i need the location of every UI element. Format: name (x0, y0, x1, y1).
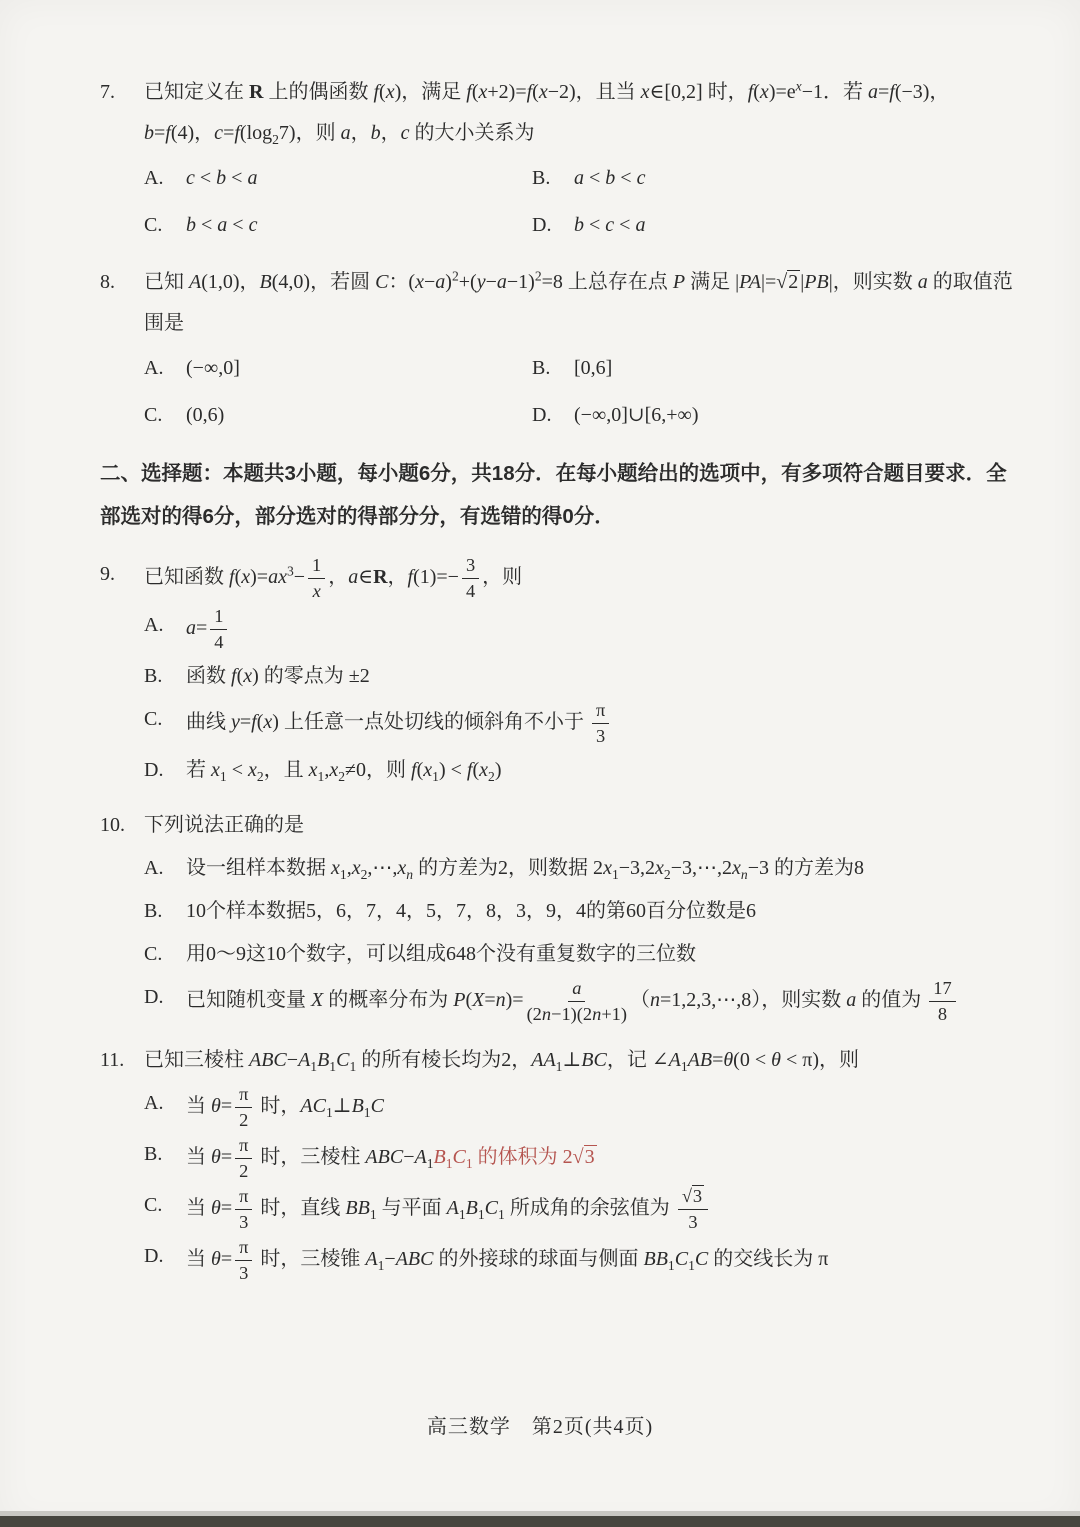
option-label: C. (144, 214, 163, 236)
question-11-number: 11. (100, 1049, 125, 1072)
question-7-stem-row (100, 72, 1018, 154)
option-label: B. (144, 1143, 163, 1166)
question-7-option-b (532, 158, 1018, 199)
option-label: C. (144, 1194, 163, 1217)
option-label: D. (532, 214, 552, 236)
question-8-option-d (532, 395, 1018, 436)
question-8-option-c (144, 395, 532, 436)
question-9-option-a (144, 605, 1018, 654)
option-label: B. (532, 167, 551, 189)
option-text: 当 θ= $\frac{\pi}{3}$ 时，三棱锥 $A_1-ABC$ 的外接球的球面与侧面 $BB_1C_1C$ 的交线长为 π (186, 1237, 829, 1284)
option-text: (−∞,0] (186, 357, 240, 379)
option-label: D. (532, 404, 552, 426)
question-9-number: 9. (100, 563, 115, 586)
question-9-options (144, 605, 1018, 791)
question-8-option-b (532, 348, 1018, 389)
option-text: (0,6) (186, 404, 225, 426)
question-7-option-d (532, 205, 1018, 246)
option-text: a= $\frac{1}{4}$ (186, 605, 1018, 654)
question-10 (100, 805, 1018, 1026)
scan-bottom-bar (0, 1516, 1080, 1527)
option-text: 函数 f(x) 的零点为 ±2 (186, 665, 370, 688)
option-label: C. (144, 943, 163, 966)
question-11-option-c (144, 1185, 1018, 1234)
question-9-option-d (144, 750, 1018, 791)
question-8-stem-row (100, 262, 1018, 344)
option-label: B. (144, 665, 163, 688)
question-10-option-d (144, 977, 1018, 1026)
question-7 (100, 72, 1018, 248)
question-9-option-b (144, 656, 1018, 697)
option-label: A. (144, 1092, 164, 1115)
question-11-stem: 已知三棱柱 $ABC-A_1B_1C_1$ 的所有棱长均为2，$AA_1\perp BC$，记 $\angle A_1AB=\theta(0 < \theta < \pi)$，则 (144, 1049, 859, 1075)
option-label: C. (144, 708, 163, 731)
question-7-option-c (144, 205, 532, 246)
question-8-option-a (144, 348, 532, 389)
option-text: a < b < c (574, 167, 646, 189)
option-label: D. (144, 1245, 164, 1268)
option-label: B. (144, 900, 163, 923)
question-8-number: 8. (100, 271, 115, 293)
option-text: [0,6] (574, 357, 613, 379)
question-9-stem: 已知函数 $f(x)=ax^3-$ $\frac{1}{x}$ ，a∈R，f(1)=− $\frac{3}{4}$ ，则 (144, 555, 523, 602)
option-text: 曲线 y=f(x) 上任意一点处切线的倾斜角不小于 $\frac{\pi}{3}$ (186, 699, 1018, 748)
question-11-option-a (144, 1083, 1018, 1132)
question-8-options (144, 348, 1018, 438)
option-label: A. (144, 857, 164, 880)
question-7-stem: 已知定义在 R 上的偶函数 f(x)，满足 f(x+2)=f(x−2)，且当 x∈[0,2] 时，$f(x)=e^x-1$．若 a=f(−3)，b=f(4)，$c=f(\log_27)$，则 a，b，c 的大小关系为 (144, 78, 950, 147)
question-10-stem-row (100, 805, 1018, 846)
option-label: A. (144, 357, 164, 379)
question-7-options (144, 158, 1018, 248)
question-10-stem: 下列说法正确的是 (144, 814, 304, 837)
question-10-option-a (144, 848, 1018, 889)
option-text: (−∞,0]∪[6,+∞) (574, 404, 699, 426)
option-text: 10个样本数据5，6，7，4，5，7，8，3，9，4的第60百分位数是6 (186, 900, 756, 923)
question-11-options (144, 1083, 1018, 1285)
question-11-option-b (144, 1134, 1018, 1183)
option-text: 用0～9这10个数字，可以组成648个没有重复数字的三位数 (186, 943, 696, 966)
option-label: D. (144, 986, 164, 1009)
question-9-option-c (144, 699, 1018, 748)
option-label: C. (144, 404, 163, 426)
question-10-options (144, 848, 1018, 1026)
section-2-header: 二、选择题：本题共3小题，每小题6分，共18分．在每小题给出的选项中，有多项符合题目要求．全部选对的得6分，部分选对的得部分分，有选错的得0分． (100, 462, 1007, 529)
option-label: A. (144, 614, 164, 637)
question-10-option-c (144, 934, 1018, 975)
option-text: b < c < a (574, 214, 646, 236)
question-8-stem: 已知 A(1,0)，B(4,0)，若圆 C：$(x-a)^2+(y-a-1)^2=8$ 上总存在点 P 满足 |PA|=√2 |PB|，则实数 a 的取值范围是 (144, 268, 1013, 334)
option-label: D. (144, 759, 164, 782)
option-text: c < b < a (186, 167, 258, 189)
option-text: 当 θ= $\frac{\pi}{3}$ 时，直线 $BB_1$ 与平面 $A_1B_1C_1$ 所成角的余弦值为 $\frac{√3}{3}$ (186, 1185, 1018, 1234)
option-text: b < a < c (186, 214, 258, 236)
option-label: A. (144, 167, 164, 189)
option-text: 设一组样本数据 $x_1,x_2,\cdots,x_n$ 的方差为2，则数据 $2x_1-3,2x_2-3,\cdots,2x_n-3$ 的方差为8 (186, 857, 864, 883)
option-text: 若 $x_1 < x_2$，且 $x_1,x_2\ne 0$，则 $f(x_1) < f(x_2)$ (186, 759, 502, 785)
option-text: 已知随机变量 X 的概率分布为 P(X=n)= $\frac{a}{(2n-1)(2n+1)}$ （n=1,2,3,⋯,8），则实数 a 的值为 $\frac{17}{8}$ (186, 977, 1018, 1026)
question-9-stem-row (100, 554, 1018, 603)
question-11-stem-row (100, 1040, 1018, 1081)
question-7-number: 7. (100, 81, 115, 103)
question-9 (100, 554, 1018, 791)
question-10-number: 10. (100, 814, 125, 837)
question-8 (100, 262, 1018, 438)
option-label: B. (532, 357, 551, 379)
question-7-option-a (144, 158, 532, 199)
question-10-option-b (144, 891, 1018, 932)
question-11-option-d (144, 1236, 1018, 1285)
question-11 (100, 1040, 1018, 1285)
page-footer: 高三数学 第2页(共4页) (426, 1416, 654, 1438)
option-text: 当 θ= $\frac{\pi}{2}$ 时，三棱柱 $ABC-A_1B_1C_1$ 的体积为 2√3 (186, 1135, 595, 1182)
option-text: 当 θ= $\frac{\pi}{2}$ 时，$AC_1\perp B_1C$ (186, 1084, 384, 1131)
